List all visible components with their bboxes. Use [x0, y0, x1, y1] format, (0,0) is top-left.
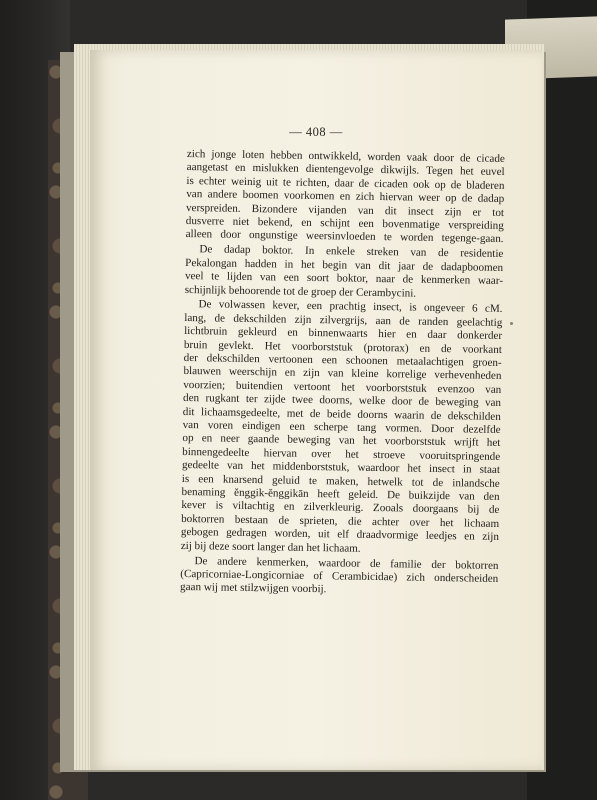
text-line: (Capricorniae-Longicorniae of Cerambicidae) zich onderscheiden [180, 567, 499, 585]
text-line: De dadap boktor. In enkele streken van de residentie [199, 243, 504, 261]
text-line: gedeelte van het middenborststuk, waardoor het insect in staat [181, 459, 501, 477]
text-line: veel te lijden van een soort boktor, naar de kenmerken waar- [184, 270, 504, 288]
text-line: aangetast en mislukken dientengevolge dikwijls. Tegen het euvel [186, 161, 505, 179]
text-line: gebogen gedragen worden, uit elf draadvormige leedjes en zijn [180, 526, 500, 544]
text-line: is een knarsend geluid te maken, hetwelk tot de inlandsche [181, 472, 500, 490]
text-line: zij bij deze soort langer dan het lichaam. [180, 539, 361, 555]
text-line: bruin gevlekt. Het voorborststuk (protorax) en de voorkant [183, 338, 502, 356]
page-number: — 408 — [289, 125, 343, 139]
text-line: lang, de dekschilden zijn zilvergrijs, aan de randen geelachtig [184, 311, 503, 329]
text-line: lichtbruin gekleurd en binnenwaarts hier en daar donkerder [184, 325, 503, 343]
text-line: voorzien; buitendien vertoont het voorborststuk evenzoo van [183, 378, 502, 396]
text-line: kever is viltachtig en zilverkleurig. Zooals doorgaans bij de [181, 499, 500, 517]
text-line: van andere boomen voorkomen en zich hiervan weer op de dadap [186, 188, 505, 206]
text-line: De andere kenmerken, waardoor de familie der boktorren [194, 554, 499, 572]
text-line: Pekalongan hadden in het begin van dit jaar de dadapboomen [185, 256, 504, 274]
text-line: binnengedeelte hiervan over het stroeve vooruitspringende [182, 445, 501, 463]
text-line: is echter weinig uit te richten, daar de cicaden ook op de bladeren [186, 174, 505, 192]
text-line: der dekschilden vertoonen een schoonen metaalachtigen groen- [183, 352, 502, 370]
text-line: boktorren bestaan de sprieten, die achter over het lichaam [181, 512, 500, 530]
text-line: op en neer gaande beweging van het voorborststuk wrijft het [182, 432, 501, 450]
text-line: schijnlijk behoorende tot de groep der Cerambycini. [184, 283, 417, 300]
text-line: benaming ĕnggik-ĕnggikān heeft geleid. De buikzijde van den [181, 485, 500, 503]
text-line: dusverre niet bekend, en schijnt een bovenmatige verspreiding [185, 214, 504, 232]
text-line: verspreiden. Bizondere vijanden van dit insect zijn er tot [185, 201, 505, 219]
text-line: De volwassen kever, een prachtig insect, is ongeveer 6 cM. [198, 298, 503, 316]
ink-speck [510, 322, 513, 325]
text-line: van voren eindigen een scherpe tang vormen. Door dezelfde [182, 418, 501, 436]
text-line: gaan wij met stilzwijgen voorbij. [180, 581, 327, 596]
text-line: zich jonge loten hebben ontwikkeld, worden vaak door de cicade [186, 148, 505, 165]
text-line: alleen door ongunstige weersinvloeden te worden tegenge-gaan. [185, 228, 504, 246]
text-line: dit lichaamsgedeelte, met de beide doorns waarin de dekschilden [182, 405, 501, 423]
text-line: den rugkant ter zijde twee doorns, welke door de beweging van [182, 392, 502, 410]
body-text [180, 148, 505, 600]
text-line: blauwen weerschijn en zijn van kleine korrelige verhevenheden [183, 365, 502, 383]
